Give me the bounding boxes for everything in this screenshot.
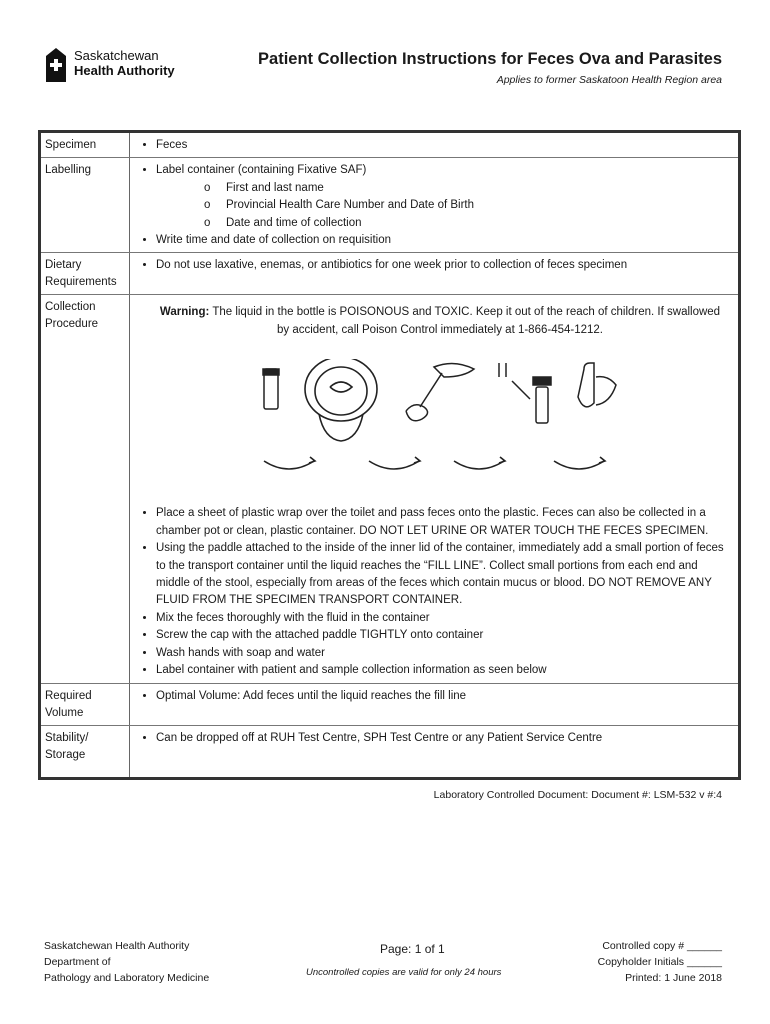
warning-label: Warning: (159, 306, 210, 319)
procedure-step: • Mix the feces thoroughly with the fluid in the container (156, 610, 734, 627)
stability-content (130, 725, 740, 778)
logo-text-line1: Saskatchewan (74, 48, 159, 63)
labelling-subitem: o Provincial Health Care Number and Date of Birth (204, 197, 734, 214)
volume-content (130, 683, 740, 725)
row-stability (40, 725, 740, 778)
procedure-label-line1: Collection (45, 301, 96, 314)
copyholder-initials: Copyholder Initials ______ (597, 956, 722, 968)
labelling-subitem: o First and last name (204, 180, 734, 197)
logo-text-line2: Health Authority (74, 63, 175, 78)
stability-item: • Can be dropped off at RUH Test Centre, SPH Test Centre or any Patient Service Centre (156, 730, 734, 747)
specimen-item: • Feces (156, 137, 734, 154)
labelling-content (130, 158, 740, 253)
specimen-label: Specimen (40, 132, 130, 158)
procedure-content (130, 295, 740, 683)
mix-arrows (264, 457, 605, 469)
hand-paddle-icon (406, 364, 474, 421)
page-subtitle: Applies to former Saskatoon Health Region area (496, 74, 722, 86)
procedure-step: • Place a sheet of plastic wrap over the toilet and pass feces onto the plastic. Feces can also be collected in a chamber pot or clean, plastic container. DO NOT LET URINE OR WATER TOUCH THE FECES SPECIMEN. (156, 505, 734, 540)
dietary-label (40, 253, 130, 295)
procedure-step: • Screw the cap with the attached paddle TIGHTLY onto container (156, 627, 734, 644)
labelling-label: Labelling (40, 158, 130, 253)
stability-label (40, 725, 130, 778)
row-volume (40, 683, 740, 725)
page-title: Patient Collection Instructions for Feces Ova and Parasites (258, 50, 722, 68)
footer-dept: Department of (44, 956, 111, 968)
printed-date: Printed: 1 June 2018 (625, 972, 722, 984)
procedure-step: • Using the paddle attached to the inside of the inner lid of the container, immediately add a small portion of feces to the transport container until the liquid reaches the “FILL LINE”. Collect small portions from each end and middle of the stool, especially from areas of the feces which contain mucus or blood. DO NOT REMOVE ANY FLUID FROM THE SPECIMEN TRANSPORT CONTAINER. (156, 540, 734, 610)
document-control-line: Laboratory Controlled Document: Document #: LSM-532 v #:4 (433, 789, 722, 801)
row-labelling (40, 158, 740, 253)
volume-item: • Optimal Volume: Add feces until the liquid reaches the fill line (156, 688, 734, 705)
collection-steps-illustration (134, 359, 734, 479)
sha-logo (44, 44, 204, 88)
sha-shield-icon (44, 46, 68, 84)
footer-left (44, 938, 209, 986)
dietary-item: • Do not use laxative, enemas, or antibiotics for one week prior to collection of feces specimen (156, 257, 734, 274)
container-icon (263, 369, 279, 409)
toilet-plastic-wrap-icon (305, 359, 377, 441)
labelling-item (156, 162, 734, 232)
footer-dept-name: Pathology and Laboratory Medicine (44, 972, 210, 984)
procedure-step: • Label container with patient and sample collection information as seen below (156, 662, 734, 679)
row-procedure (40, 295, 740, 683)
labelling-item: • Write time and date of collection on requisition (156, 232, 734, 249)
labelling-subitem: o Date and time of collection (204, 215, 734, 232)
procedure-step: • Wash hands with soap and water (156, 645, 734, 662)
warning-notice (154, 303, 726, 339)
page-number: Page: 1 of 1 (380, 942, 445, 956)
hand-washing-icon (578, 363, 616, 407)
stability-label-line1: Stability/ (45, 731, 89, 744)
procedure-label-line2: Procedure (45, 318, 99, 331)
volume-label-line1: Required (45, 689, 92, 702)
stability-label-line2: Storage (45, 748, 86, 761)
uncontrolled-copies-note: Uncontrolled copies are valid for only 24 hours (306, 967, 502, 978)
transport-tube-icon (499, 363, 551, 423)
instructions-table (38, 130, 741, 780)
volume-label-line2: Volume (45, 706, 84, 719)
volume-label (40, 683, 130, 725)
footer-right (598, 938, 722, 986)
dietary-label-line1: Dietary (45, 259, 82, 272)
warning-text: The liquid in the bottle is POISONOUS and TOXIC. Keep it out of the reach of children. If swallowed by accident, call Poison Control immediately at 1-866-454-1212. (212, 306, 721, 337)
row-dietary (40, 253, 740, 295)
dietary-label-line2: Requirements (45, 276, 117, 289)
controlled-copy: Controlled copy # ______ (602, 940, 722, 952)
specimen-content (130, 132, 740, 158)
footer-org: Saskatchewan Health Authority (44, 940, 190, 952)
labelling-item-text: Label container (containing Fixative SAF) (156, 164, 367, 177)
procedure-label (40, 295, 130, 683)
dietary-content (130, 253, 740, 295)
row-specimen (40, 132, 740, 158)
